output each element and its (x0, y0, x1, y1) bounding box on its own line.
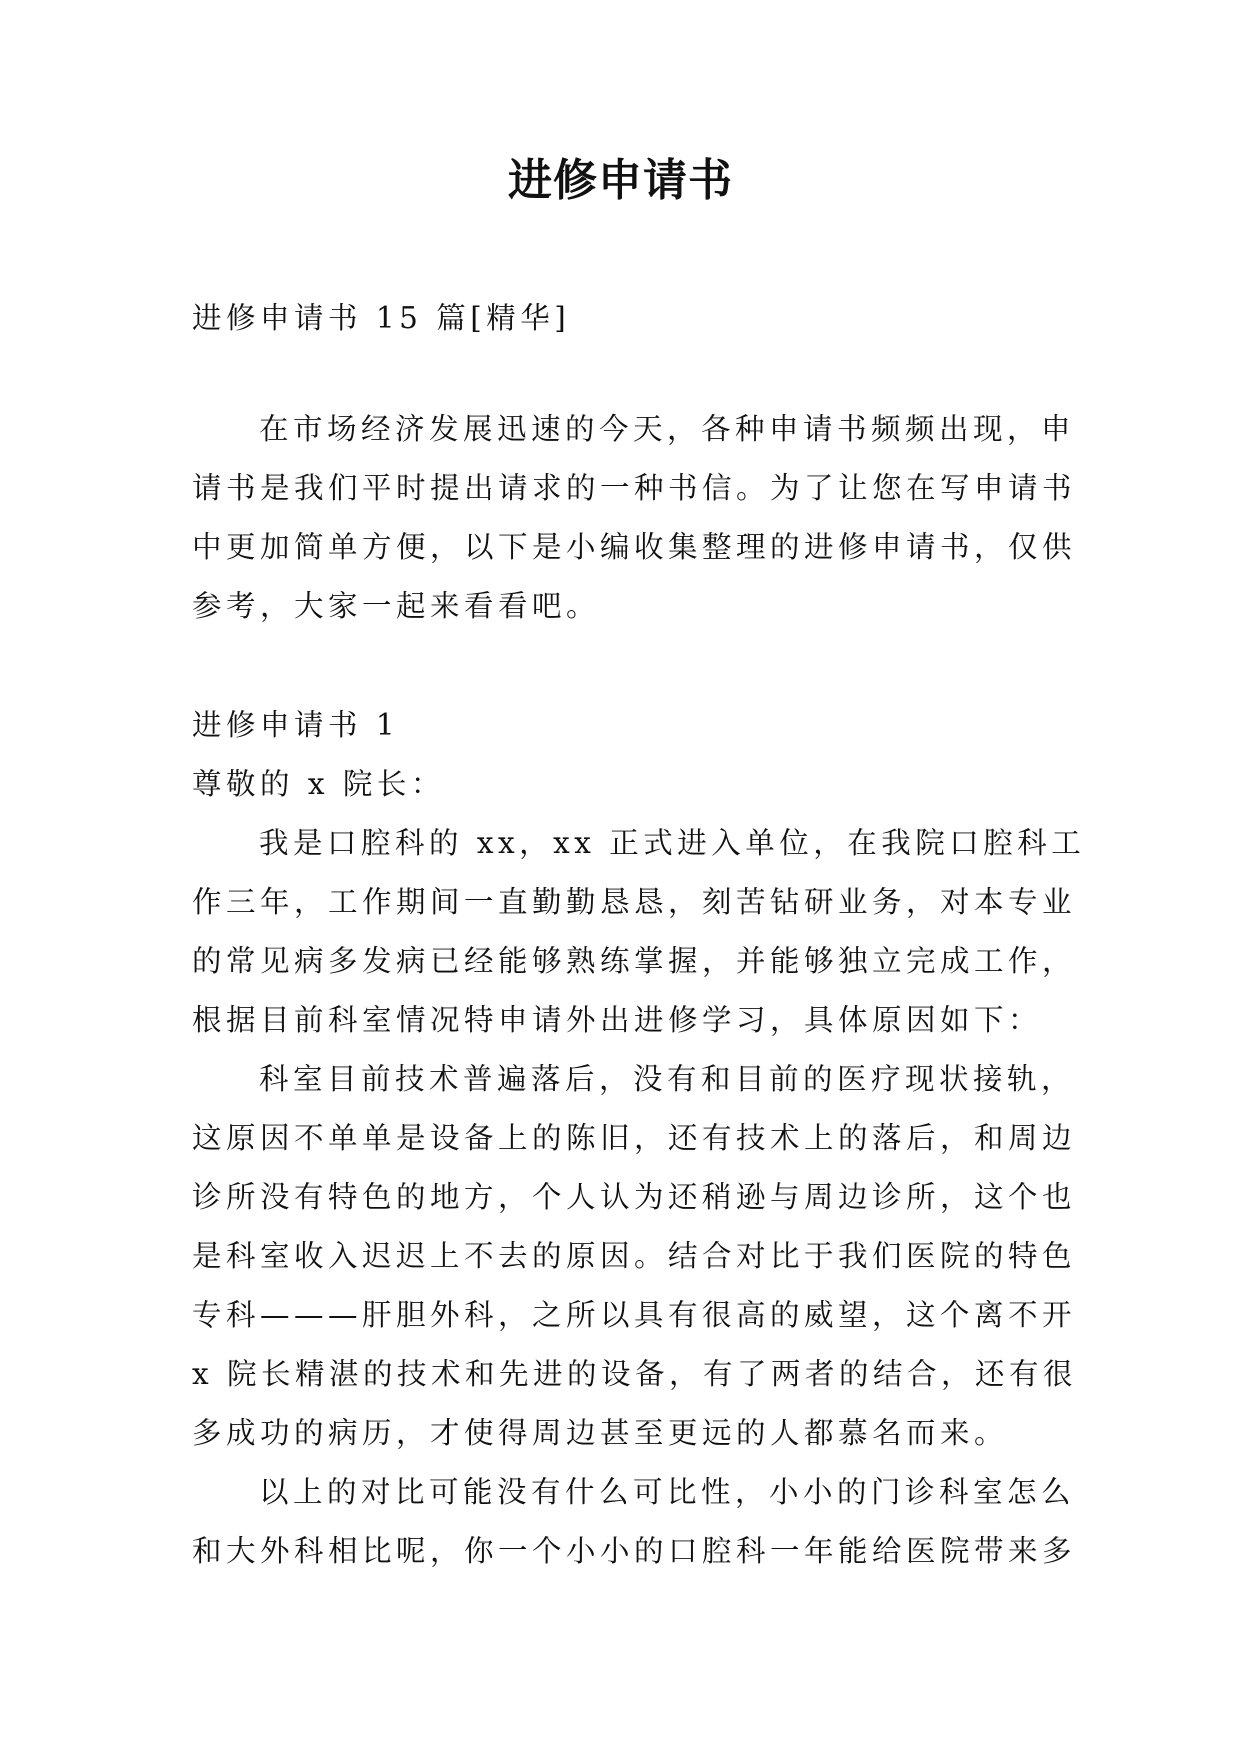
body-line: 多成功的病历，才使得周边甚至更远的人都慕名而来。 (192, 1416, 1009, 1450)
body-line: 根据目前科室情况特申请外出进修学习，具体原因如下： (192, 1003, 1043, 1037)
intro-line: 在市场经济发展迅速的今天，各种申请书频频出现，申 (259, 412, 1076, 446)
body-line: 是科室收入迟迟上不去的原因。结合对比于我们医院的特色 (192, 1239, 1077, 1273)
letter-section (192, 696, 1086, 1581)
letter-salutation: 尊敬的 x 院长： (192, 767, 445, 801)
intro-paragraph (192, 400, 1077, 636)
body-line: 和大外科相比呢，你一个小小的口腔科一年能给医院带来多 (192, 1534, 1077, 1568)
intro-line: 请书是我们平时提出请求的一种书信。为了让您在写申请书 (192, 471, 1077, 505)
body-line: 这原因不单单是设备上的陈旧，还有技术上的落后，和周边 (192, 1121, 1077, 1155)
document-subtitle (192, 289, 1052, 348)
intro-line: 中更加简单方便，以下是小编收集整理的进修申请书，仅供 (192, 530, 1077, 564)
intro-line: 参考，大家一起来看看吧。 (192, 589, 601, 623)
body-line: 诊所没有特色的地方，个人认为还稍逊与周边诊所，这个也 (192, 1180, 1077, 1214)
section-heading: 进修申请书 1 (192, 708, 400, 742)
body-line: x 院长精湛的技术和先进的设备，有了两者的结合，还有很 (192, 1357, 1078, 1391)
body-line: 作三年，工作期间一直勤勤恳恳，刻苦钻研业务，对本专业 (192, 885, 1077, 919)
body-line: 专科———肝胆外科，之所以具有很高的威望，这个离不开 (192, 1298, 1077, 1332)
page-title: 进修申请书 (508, 155, 733, 206)
body-line: 以上的对比可能没有什么可比性，小小的门诊科室怎么 (259, 1475, 1076, 1509)
body-line: 的常见病多发病已经能够熟练掌握，并能够独立完成工作， (192, 944, 1077, 978)
body-line: 我是口腔科的 xx，xx 正式进入单位，在我院口腔科工 (259, 826, 1086, 860)
subtitle-text: 进修申请书 15 篇[精华] (192, 301, 571, 335)
body-line: 科室目前技术普遍落后，没有和目前的医疗现状接轨， (259, 1062, 1076, 1096)
